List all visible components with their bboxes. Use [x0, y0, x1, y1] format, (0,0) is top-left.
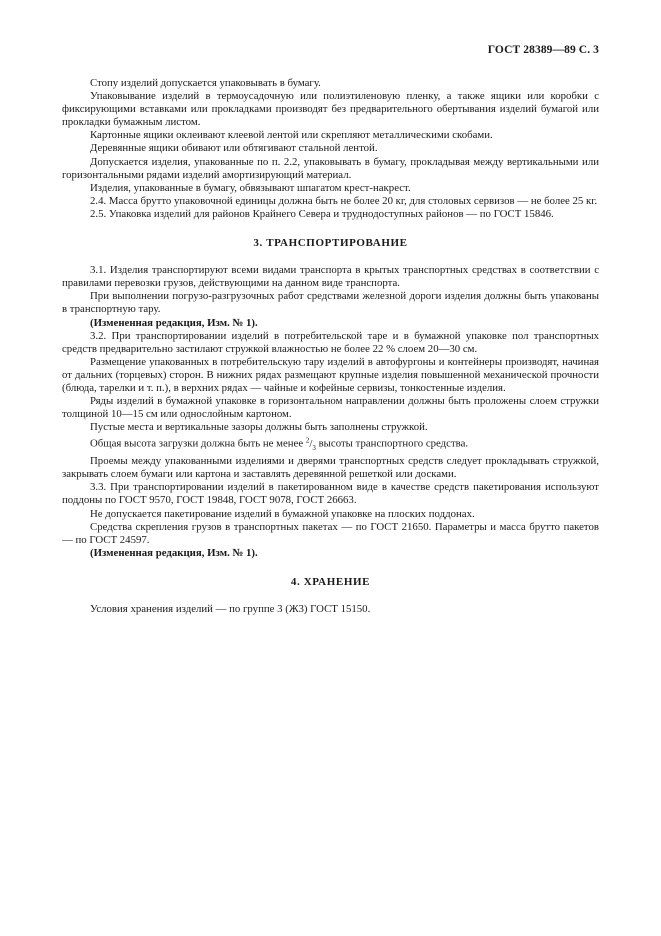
clause-2-5: 2.5. Упаковка изделий для районов Крайнего Севера и труднодоступных районов — по ГОСТ 15846. [90, 207, 554, 220]
paragraph: Проемы между упакованными изделиями и дверями транспортных средств следует прокладывать стружкой, закрывать слоем бумаги или картона и заставлять деревянной решеткой или досками. [62, 455, 599, 481]
paragraph: Ряды изделий в бумажной упаковке в горизонтальном направлении должны быть проложены слоем стружки толщиной 10—15 см или однослойным картоном. [62, 395, 599, 421]
paragraph: Стопу изделий допускается упаковывать в бумагу. [90, 77, 321, 89]
paragraph: Пустые места и вертикальные зазоры должны быть заполнены стружкой. [90, 421, 428, 434]
paragraph: Средства скрепления грузов в транспортных пакетах — по ГОСТ 21650. Параметры и масса брутто пакетов — по ГОСТ 24597. [62, 520, 599, 546]
paragraph: При выполнении погрузо-разгрузочных работ средствами железной дороги изделия должны быть упакованы в транспортную тару. [62, 290, 599, 316]
amendment-note: (Измененная редакция, Изм. № 1). [90, 316, 258, 329]
paragraph: Размещение упакованных в потребительскую тару изделий в автофургоны и контейнеры производят, начиная от дальних (торцевых) сторон. В нижних рядах размещают крупные изделия повышенной механической прочности (блюда, тарелки и т. п.), в верхних рядах — чайные и кофейные сервизы, тонкостенные изделия. [62, 355, 599, 394]
clause-3-2: 3.2. При транспортировании изделий в потребительской таре и в бумажной упаковке пол транспортных средств предварительно застилают стружкой влажностью не более 22 % слоем 20—30 см. [62, 329, 599, 355]
clause-3-3: 3.3. При транспортировании изделий в пакетированном виде в качестве средств пакетирования используют поддоны по ГОСТ 9570, ГОСТ 19848, ГОСТ 9078, ГОСТ 26663. [62, 481, 599, 507]
section-heading-transport: 3. ТРАНСПОРТИРОВАНИЕ [253, 237, 408, 250]
document-body [62, 77, 599, 616]
fraction: $^2/_3$ [305, 436, 316, 453]
paragraph: Допускается изделия, упакованные по п. 2.2, упаковывать в бумагу, прокладывая между вертикальными или горизонтальными рядами изделий амортизирующий материал. [62, 155, 599, 181]
paragraph: Не допускается пакетирование изделий в бумажной упаковке на плоских поддонах. [90, 507, 475, 520]
paragraph-load-height [62, 434, 599, 455]
section-heading-storage: 4. ХРАНЕНИЕ [290, 575, 371, 588]
clause-3-1: 3.1. Изделия транспортируют всеми видами транспорта в крытых транспортных средствах в соответствии с правилами перевозки грузов, действующими на данном виде транспорта. [62, 264, 599, 290]
paragraph: Упаковывание изделий в термоусадочную или полиэтиленовую пленку, а также ящики или коробки с фиксирующими вставками или прокладками производят без предварительного обертывания изделий бумагой или прокладки бумажным листом. [62, 90, 599, 129]
paragraph: Условия хранения изделий — по группе 3 (Ж3) ГОСТ 15150. [90, 603, 371, 616]
text-fragment: Общая высота загрузки должна быть не менее [90, 437, 304, 450]
text-fragment: высоты транспортного средства. [318, 437, 469, 450]
paragraph: Картонные ящики оклеивают клеевой лентой или скрепляют металлическими скобами. [90, 129, 493, 142]
amendment-note: (Измененная редакция, Изм. № 1). [90, 546, 258, 559]
fraction-numerator: 2 [305, 436, 310, 445]
clause-2-4: 2.4. Масса брутто упаковочной единицы должна быть не более 20 кг, для столовых сервизов — не более 25 кг. [90, 194, 598, 207]
paragraph: Деревянные ящики обивают или обтягивают стальной лентой. [90, 142, 378, 155]
paragraph: Изделия, упакованные в бумагу, обвязывают шпагатом крест-накрест. [90, 181, 411, 194]
fraction-denominator: 3 [312, 444, 316, 453]
page-header: ГОСТ 28389—89 С. 3 [487, 44, 599, 56]
